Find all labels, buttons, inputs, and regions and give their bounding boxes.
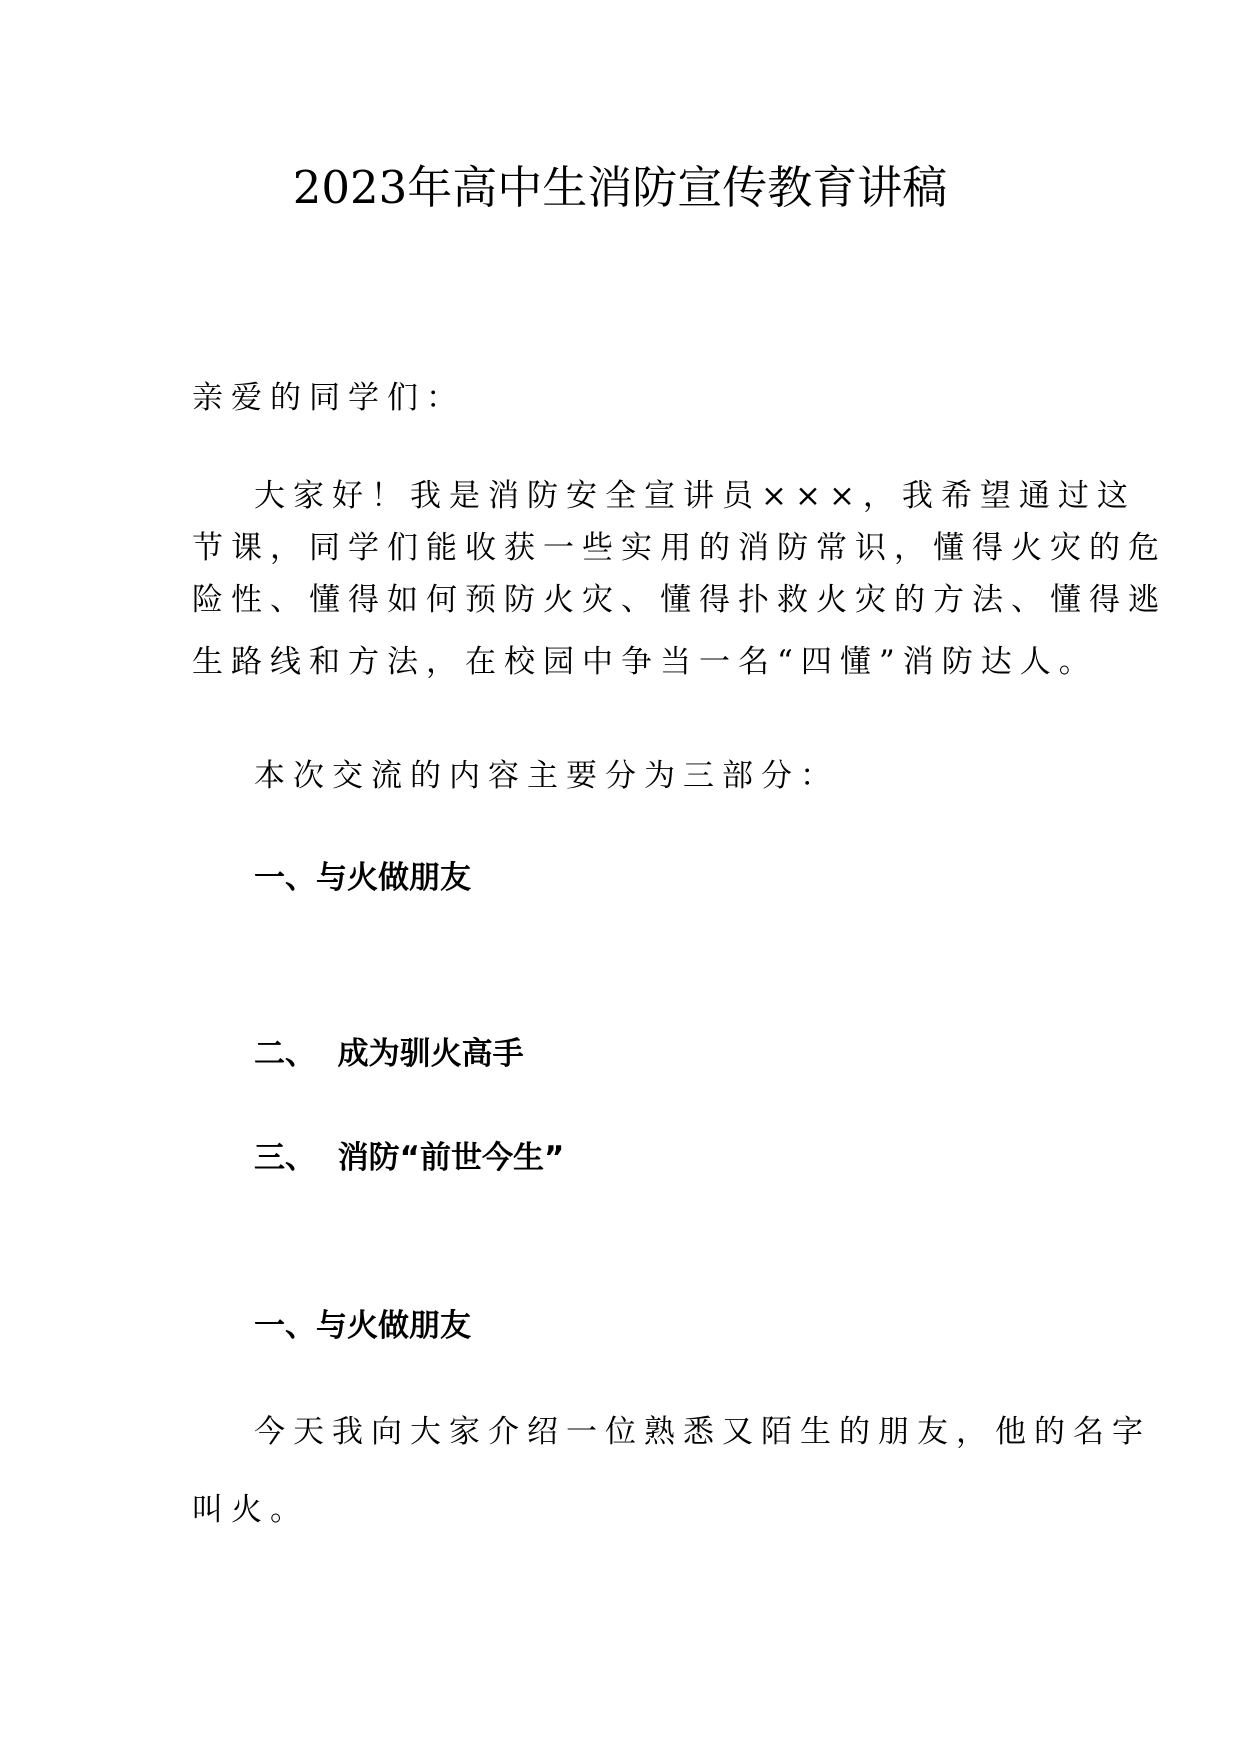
intro-line: 生路线和方法，在校园中争当一名“四懂”消防达人。 (192, 644, 1098, 680)
section-1-heading (254, 1300, 1114, 1352)
intro-paragraph (192, 470, 1167, 680)
section-1-line: 今天我向大家介绍一位熟悉又陌生的朋友，他的名字 (254, 1414, 1151, 1450)
outline-item-3 (254, 1060, 1114, 1256)
section-1-paragraph (192, 1406, 1151, 1528)
overview-text (254, 750, 1114, 802)
salutation (192, 372, 1052, 424)
intro-line: 险性、懂得如何预防火灾、懂得扑救火灾的方法、懂得逃 (192, 582, 1167, 618)
section-heading-text: 一、与火做朋友 (254, 1308, 471, 1344)
outline-item-label: 二、 成为驯火高手 (254, 1036, 524, 1072)
salutation-text: 亲爱的同学们： (192, 380, 465, 416)
intro-line: 节课，同学们能收获一些实用的消防常识，懂得火灾的危 (192, 530, 1167, 566)
intro-line: 大家好！我是消防安全宣讲员×××，我希望通过这 (254, 478, 1136, 514)
outline-item-1 (254, 852, 1114, 904)
section-1-line: 叫火。 (192, 1492, 309, 1528)
outline-item-label: 三、 消防“前世今生” (254, 1140, 565, 1176)
overview-line: 本次交流的内容主要分为三部分： (254, 758, 839, 794)
document-title: 2023年高中生消防宣传教育讲稿 (292, 161, 948, 214)
outline-item-label: 一、与火做朋友 (254, 860, 471, 896)
